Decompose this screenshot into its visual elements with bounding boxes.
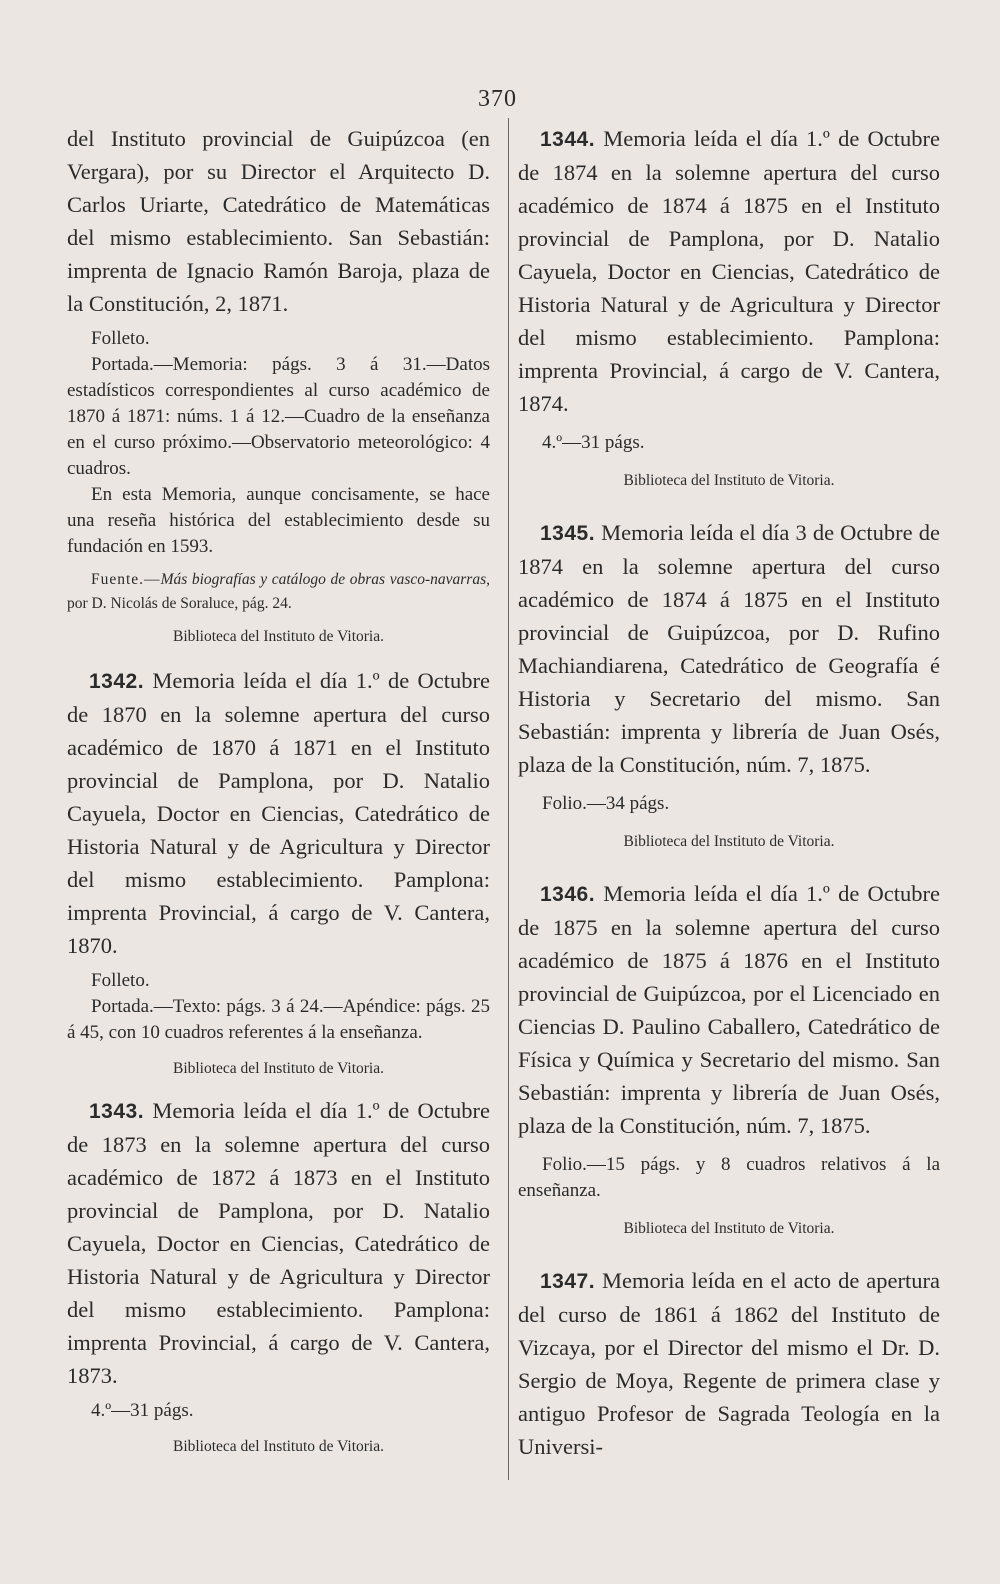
entry-1347 <box>518 1264 940 1463</box>
entry-format: 4.º—31 págs. <box>91 1400 194 1421</box>
entry-number: 1347. <box>540 1270 596 1293</box>
entry-number: 1345. <box>540 522 596 545</box>
entry-format: 4.º—31 págs. <box>542 432 645 453</box>
entry-contents: Portada.—Memoria: págs. 3 á 31.—Datos estadísticos correspondientes al curso académico de 1870 á 1871: núms. 1 á 12.—Cuadro de la enseñanza en el curso próximo.—Observatorio meteorológico: 4 cuadros. <box>67 354 490 479</box>
library-location: Biblioteca del Instituto de Vitoria. <box>623 833 835 850</box>
source-rest: por D. Nicolás de Soraluce, pág. 24. <box>67 595 292 612</box>
column-divider <box>508 118 509 1480</box>
entry-contents: Portada.—Texto: págs. 3 á 24.—Apéndice: págs. 25 á 45, con 10 cuadros referentes á la enseñanza. <box>67 996 490 1043</box>
entry-text: Memoria leída el día 1.º de Octubre de 1870 en la solemne apertura del curso académico de 1870 á 1871 en el Instituto provincial de Pamplona, por D. Natalio Cayuela, Doctor en Ciencias, Catedrático de Historia Natural y de Agricultura y Director del mismo establecimiento. Pamplona: imprenta Provincial, á cargo de V. Cantera, 1870. <box>67 668 490 958</box>
entry-format: Folleto. <box>91 328 150 349</box>
entry-text: Memoria leída el día 1.º de Octubre de 1873 en la solemne apertura del curso académico de 1872 á 1873 en el Instituto provincial de Pamplona, por D. Natalio Cayuela, Doctor en Ciencias, Catedrático de Historia Natural y de Agricultura y Director del mismo establecimiento. Pamplona: imprenta Provincial, á cargo de V. Cantera, 1873. <box>67 1098 490 1388</box>
library-location: Biblioteca del Instituto de Vitoria. <box>172 1438 384 1455</box>
entry-number: 1342. <box>89 670 145 693</box>
entry-1342 <box>67 664 490 962</box>
left-column <box>67 122 490 1458</box>
library-location: Biblioteca del Instituto de Vitoria. <box>623 472 835 489</box>
entry-text: Memoria leída el día 3 de Octubre de 1874 en la solemne apertura del curso académico de 1874 á 1875 en el Instituto provincial de Guipúzcoa, por D. Rufino Machiandiarena, Catedrático de Geografía é Historia y Secretario del mismo. San Sebastián: imprenta y librería de Juan Osés, plaza de la Constitución, núm. 7, 1875. <box>518 520 940 777</box>
library-location: Biblioteca del Instituto de Vitoria. <box>623 1220 835 1237</box>
entry-1344 <box>518 122 940 420</box>
source-title: Más biografías y catálogo de obras vasco-navarras, <box>160 571 490 588</box>
entry-format: Folleto. <box>91 970 150 991</box>
page-number: 370 <box>478 86 517 112</box>
entry-continuation-text: del Instituto provincial de Guipúzcoa (en Vergara), por su Director el Arquitecto D. Carlos Uriarte, Catedrático de Matemáticas del mismo establecimiento. San Sebastián: imprenta de Ignacio Ramón Baroja, plaza de la Constitución, 2, 1871. <box>67 126 490 316</box>
entry-text: Memoria leída el día 1.º de Octubre de 1875 en la solemne apertura del curso académico de 1875 á 1876 en el Instituto provincial de Guipúzcoa, por el Licenciado en Ciencias D. Paulino Caballero, Catedrático de Física y Química y Secretario del mismo. San Sebastián: imprenta y librería de Juan Osés, plaza de la Constitución, núm. 7, 1875. <box>518 881 940 1138</box>
entry-format: Folio.—34 págs. <box>542 793 670 814</box>
entry-number: 1343. <box>89 1100 145 1123</box>
source-lead: Fuente.— <box>91 571 161 588</box>
entry-source <box>67 568 490 616</box>
entry-note: En esta Memoria, aunque concisamente, se hace una reseña histórica del establecimiento desde su fundación en 1593. <box>67 484 490 557</box>
right-column <box>518 122 940 1463</box>
entry-1345 <box>518 516 940 781</box>
library-location: Biblioteca del Instituto de Vitoria. <box>172 1060 384 1077</box>
entry-1343 <box>67 1094 490 1392</box>
entry-text: Memoria leída el día 1.º de Octubre de 1874 en la solemne apertura del curso académico de 1874 á 1875 en el Instituto provincial de Pamplona, por D. Natalio Cayuela, Doctor en Ciencias, Catedrático de Historia Natural y de Agricultura y Director del mismo establecimiento. Pamplona: imprenta Provincial, á cargo de V. Cantera, 1874. <box>518 126 940 416</box>
entry-1346 <box>518 877 940 1142</box>
entry-number: 1344. <box>540 128 596 151</box>
library-location: Biblioteca del Instituto de Vitoria. <box>172 628 384 645</box>
entry-number: 1346. <box>540 883 596 906</box>
entry-text: Memoria leída en el acto de apertura del curso de 1861 á 1862 del Instituto de Vizcaya, por el Director del mismo el Dr. D. Sergio de Moya, Regente de primera clase y antiguo Profesor de Sagrada Teología en la Universi- <box>518 1268 940 1459</box>
entry-format: Folio.—15 págs. y 8 cuadros relativos á la enseñanza. <box>518 1154 940 1201</box>
